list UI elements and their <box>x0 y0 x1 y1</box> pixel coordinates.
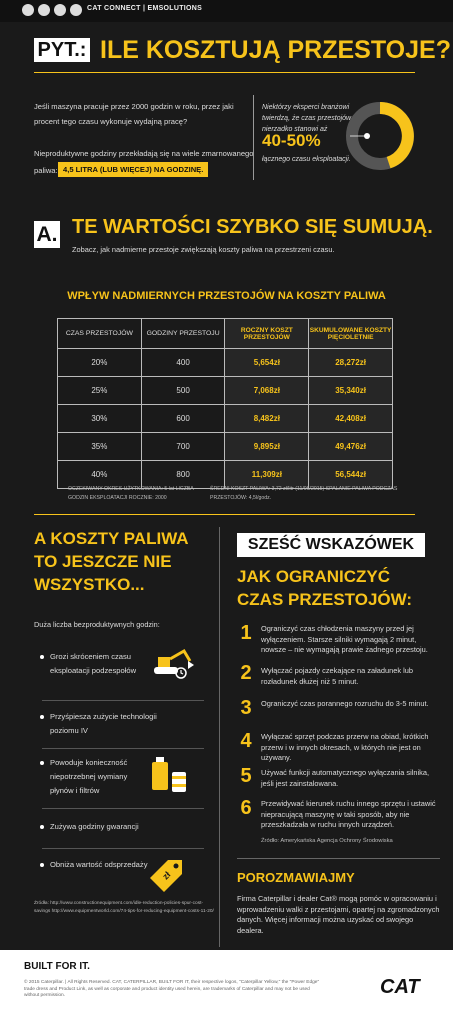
divider <box>237 858 440 859</box>
idle-share-donut <box>345 96 415 176</box>
cat-logo: CAT <box>380 976 420 998</box>
table-note-right: ŚREDNI KOSZT PALIWA: 3,72 zł/litr (11/06/2015) SPALANIE PALIWA PODCZAS PRZESTOJÓW: 4,5l/godz. <box>210 486 398 501</box>
tips-source: Źródło: Amerykańska Agencja Ochrony Środowiska <box>261 838 393 844</box>
intro-question: Jeśli maszyna pracuje przez 2000 godzin w roku, przez jaki procent tego czasu wykonuje wydajną pracę? <box>34 102 234 126</box>
talk-title: POROZMAWIAJMY <box>237 870 355 885</box>
table-cell: 500 <box>141 377 225 405</box>
intro-unproductive: Nieproduktywne godziny przekładają się na wiele zmarnowanego <box>34 149 254 158</box>
tips-title: JAK OGRANICZYĆ CZAS PRZESTOJÓW: <box>237 567 413 609</box>
table-cell: 30% <box>58 405 142 433</box>
divider <box>253 95 254 180</box>
list-item: Grozi skróceniem czasu eksploatacji podzespołów <box>50 650 150 678</box>
sources: Źródła: http://www.constructionequipment.com/idle-reduction-policies-spur-cost-savings http://www.equipmentworld.com/74-tips-for-reducing-equipment-costs-11-20/ <box>34 901 214 914</box>
table-note-left: OCZEKIWANY OKRES UŻYTKOWANIA: 5 lat LICZBA GODZIN EKSPLOATACJI ROCZNIE: 2000 <box>68 486 194 501</box>
table-cell: 35% <box>58 433 142 461</box>
table-header: SKUMULOWANE KOSZTY PIĘCIOLETNIE <box>309 319 393 349</box>
fluids-filter-icon <box>150 756 190 794</box>
tip-number: 2 <box>240 662 252 684</box>
list-item: Przyśpiesza zużycie technologii poziomu IV <box>50 710 160 738</box>
table-cell: 7,068zł <box>225 377 309 405</box>
partner-logo-icon <box>22 4 34 16</box>
top-bar <box>0 0 453 22</box>
question-label: PYT.: <box>34 38 90 62</box>
tips-tag: SZEŚĆ WSKAZÓWEK <box>237 533 425 557</box>
table-cell: 600 <box>141 405 225 433</box>
table-cell: 11,309zł <box>225 461 309 489</box>
tip-number: 5 <box>240 765 252 787</box>
table-cell: 8,482zł <box>225 405 309 433</box>
tip-number: 1 <box>240 622 252 644</box>
tip-text: Ograniczyć czas porannego rozruchu do 3-5 minut. <box>261 699 429 708</box>
table-cell: 42,408zł <box>309 405 393 433</box>
table-row <box>58 433 393 461</box>
tip-text: Wyłączać pojazdy czekające na załadunek lub rozładunek dłużej niż 5 minut. <box>261 666 413 686</box>
expert-text: Niektórzy eksperci branżowi twierdzą, że czas przestojów nierzadko stanowi aż <box>262 104 352 133</box>
table-header: CZAS PRZESTOJÓW <box>58 319 142 349</box>
table-cell: 49,476zł <box>309 433 393 461</box>
answer-label: A. <box>34 221 60 248</box>
table-cell: 5,654zł <box>225 349 309 377</box>
intro-paliwa: paliwa: <box>34 166 58 175</box>
left-title: A KOSZTY PALIWA TO JESZCZE NIE WSZYSTKO... <box>34 529 188 594</box>
divider <box>34 72 415 73</box>
tip-text: Przewidywać kierunek ruchu innego sprzętu i ustawić niepracującą maszynę w taki sposób, aby nie przeszkadzała w ruchu innych urządzeń. <box>261 799 436 829</box>
tip-number: 3 <box>240 697 252 719</box>
answer-subtitle: Zobacz, jak nadmierne przestoje zwiększają koszty paliwa na przestrzeni czasu. <box>72 245 335 254</box>
donut-segment <box>380 108 408 163</box>
table-cell: 800 <box>141 461 225 489</box>
left-description: Duża liczba bezproduktywnych godzin: <box>34 620 160 629</box>
expert-subtext: łącznego czasu eksploatacji. <box>262 156 351 163</box>
divider <box>34 514 415 515</box>
partner-logo-icon <box>70 4 82 16</box>
partner-logo-icon <box>54 4 66 16</box>
copyright: © 2015 Caterpillar. | All Rights Reserved. CAT, CATERPILLAR, BUILT FOR IT, their respective logos, "Caterpillar Yellow," the "Power Edge" trade dress and Product Link, as well as corporate and product identity used herein, are trademarks of Caterpillar and may not be used without permission. <box>24 980 320 998</box>
divider <box>219 527 220 947</box>
table-cell: 25% <box>58 377 142 405</box>
partner-logo-icon <box>38 4 50 16</box>
question-title: ILE KOSZTUJĄ PRZESTOJE? <box>100 36 451 64</box>
answer-title: TE WARTOŚCI SZYBKO SIĘ SUMUJĄ. <box>72 216 433 238</box>
table-title: WPŁYW NADMIERNYCH PRZESTOJÓW NA KOSZTY PALIWA <box>67 290 386 302</box>
excavator-icon <box>150 645 196 683</box>
divider <box>42 700 204 701</box>
table-header: GODZINY PRZESTOJU <box>141 319 225 349</box>
list-item: Powoduje konieczność niepotrzebnej wymiany płynów i filtrów <box>50 756 150 798</box>
table-cell: 56,544zł <box>309 461 393 489</box>
list-item: Obniża wartość odsprzedaży <box>50 858 150 872</box>
table-cell: 28,272zł <box>309 349 393 377</box>
table-header-row <box>58 319 393 349</box>
svg-text:zł: zł <box>160 869 173 882</box>
table-cell: 400 <box>141 349 225 377</box>
tip-number: 4 <box>240 730 252 752</box>
built-for-it-logo: BUILT FOR IT. <box>24 961 90 972</box>
tip-text: Wyłączać sprzęt podczas przerw na obiad, krótkich przerw i w innych okresach, w których nie jest on używany. <box>261 732 429 762</box>
tip-text: Używać funkcji automatycznego wyłączania silnika, jeśli jest zainstalowana. <box>261 768 430 788</box>
topbar-title: CAT CONNECT | EMSOLUTIONS <box>87 5 203 12</box>
table-cell: 9,895zł <box>225 433 309 461</box>
list-item: Zużywa godziny gwarancji <box>50 820 200 834</box>
talk-text: Firma Caterpillar i dealer Cat® mogą pomóc w opracowaniu i wprowadzeniu walki z przestojami, opartej na zgromadzonych danych. Więcej informacji można uzyskać od swojego dealera. <box>237 894 440 935</box>
divider <box>42 748 204 749</box>
table-cell: 20% <box>58 349 142 377</box>
table-header: ROCZNY KOSZT PRZESTOJÓW <box>225 319 309 349</box>
table-cell: 40% <box>58 461 142 489</box>
expert-percent: 40-50% <box>262 131 321 150</box>
tip-number: 6 <box>240 797 252 819</box>
table-cell: 700 <box>141 433 225 461</box>
fuel-highlight: 4,5 LITRA (LUB WIĘCEJ) NA GODZINĘ. <box>58 162 208 177</box>
table-row <box>58 349 393 377</box>
table-cell: 35,340zł <box>309 377 393 405</box>
divider <box>42 848 204 849</box>
table-row <box>58 405 393 433</box>
table-row <box>58 377 393 405</box>
fuel-cost-table <box>57 318 393 489</box>
price-tag-icon <box>148 858 184 894</box>
divider <box>42 808 204 809</box>
tip-text: Ograniczyć czas chłodzenia maszyny przed jej wyłączeniem. Starsze silniki wymagają 2 minut, nowsze – nie wymagają prawie żadnego przestoju. <box>261 624 428 654</box>
